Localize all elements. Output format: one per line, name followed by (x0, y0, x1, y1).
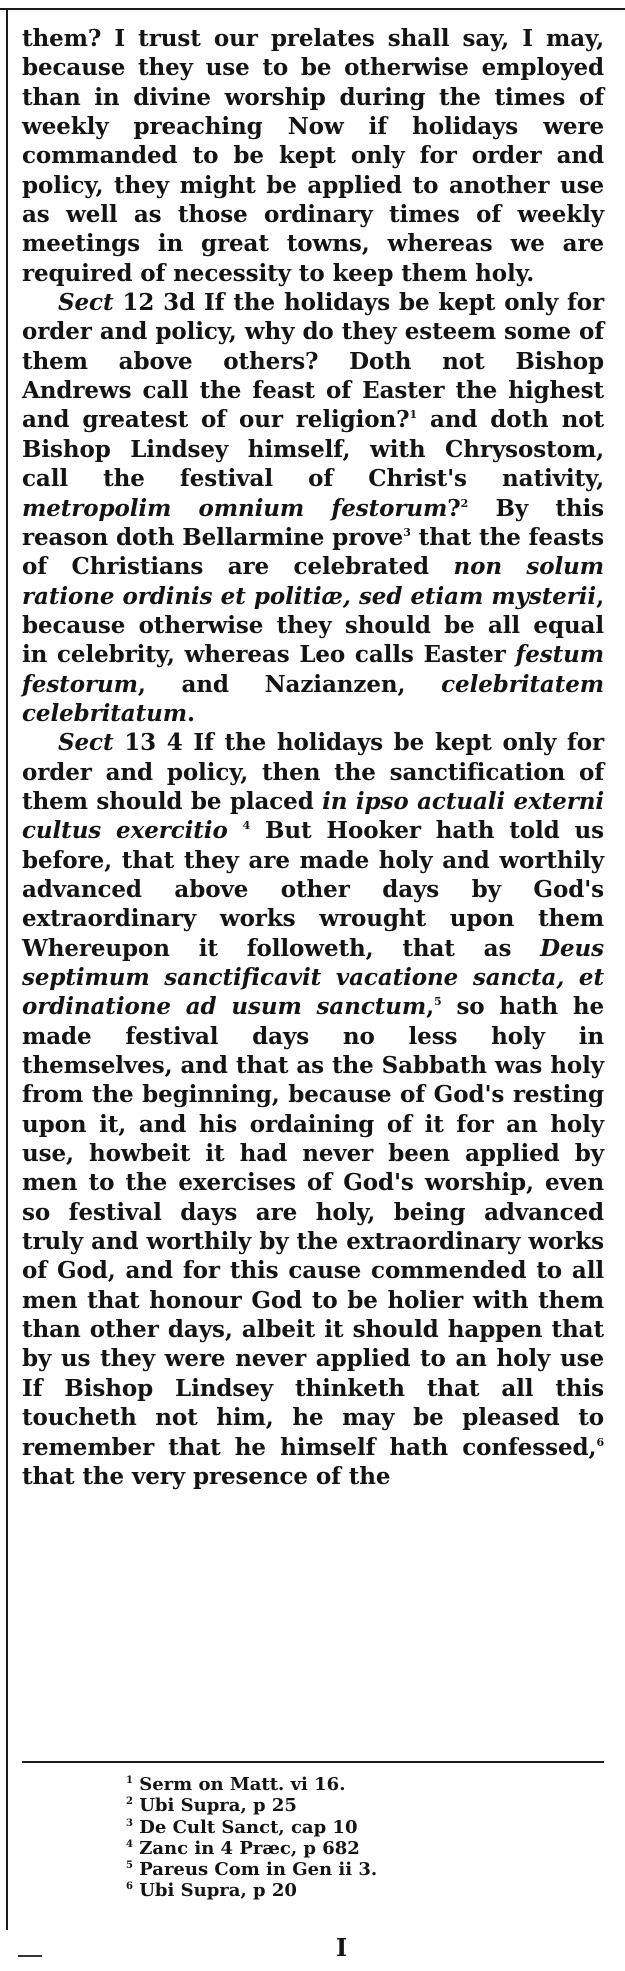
footnotes (126, 1774, 377, 1902)
footnote-number: 1 (126, 1775, 133, 1786)
paragraph (22, 288, 604, 728)
footnote-number: 2 (126, 1796, 133, 1808)
latin-phrase: celebritatem celebritatum (22, 670, 604, 727)
text-run: ? (447, 494, 461, 522)
footnote-item (126, 1880, 377, 1901)
footnote-item (126, 1817, 377, 1838)
text-run: , because otherwise they should be all equal in celebrity, whereas Leo calls Easter (22, 582, 604, 669)
latin-phrase: metropolim omnium festorum (22, 494, 448, 522)
left-margin-rule (6, 8, 8, 1930)
footnote-ref: 1 (409, 408, 418, 422)
footnote-item (126, 1859, 377, 1880)
footnote-item (126, 1838, 377, 1859)
footnote-ref: 5 (434, 995, 442, 1009)
bottom-rule-fragment (18, 1955, 42, 1957)
text-run: , and Nazianzen, (137, 670, 442, 698)
text-run: that the very presence of the (22, 1462, 391, 1490)
text-run: 12 3d If the holidays be kept only for order and policy, why do they esteem some of them above others? Doth not Bishop Andrews call the feast of Easter the highest and greatest of our religion? (22, 289, 604, 434)
text-run: that the feasts of Christians are celebrated (22, 523, 604, 581)
footnote-text: Ubi Supra, p 25 (132, 1795, 297, 1817)
body-text (22, 24, 604, 1491)
text-run: , (426, 993, 435, 1021)
text-run (228, 817, 243, 844)
paragraph (22, 24, 604, 288)
text-run: 13 4 If the holidays be kept only for order and policy, then the sanctification of them should be placed (22, 729, 604, 815)
footnote-number: 4 (126, 1838, 133, 1850)
latin-phrase: festum festorum (22, 641, 604, 698)
footnote-item (126, 1795, 377, 1816)
footnote-text: Zanc in 4 Præc, p 682 (132, 1837, 360, 1859)
text-run: so hath he made festival days no less holy in themselves, and that as the Sabbath was holy from the beginning, because of God's resting upon it, and his ordaining of it for an holy use, howbeit it had never been applied by men to the exercises of God's worship, even so festival days are holy, being advanced truly and worthily by the extraordinary works of God, and for this cause commended to all men that honour God to be holier with them than other days, albeit it should happen that by us they were never applied to an holy use If Bishop Lindsey thinketh that all this toucheth not him, he may be pleased to remember that he himself hath confessed, (22, 993, 604, 1461)
latin-phrase: non solum ratione ordinis et politiæ, sed etiam mysterii (22, 553, 604, 610)
top-rule (0, 8, 625, 10)
footnote-ref: 4 (242, 819, 251, 833)
footnote-text: Ubi Supra, p 20 (132, 1880, 297, 1902)
footnote-number: 6 (126, 1881, 133, 1893)
latin-phrase: in ipso actuali externi cultus exercitio (22, 787, 605, 845)
text-run: them? I trust our prelates shall say, I may, because they use to be otherwise employed than in divine worship during the times of weekly preaching Now if holidays were commanded to be kept only for order and policy, they might be applied to another use as well as those ordinary times of weekly meetings in great towns, whereas we are required of necessity to keep them holy. (22, 25, 604, 287)
footnote-item (126, 1774, 377, 1795)
paragraph (22, 728, 604, 1491)
text-run: But Hooker hath told us before, that they are made holy and worthily advanced above other days by God's extraordinary works wrought upon them Whereupon it followeth, that as (22, 817, 604, 962)
footnote-ref: 6 (596, 1435, 604, 1449)
footnote-number: 5 (126, 1860, 133, 1872)
footnote-ref: 3 (403, 525, 411, 539)
footnote-text: Pareus Com in Gen ii 3. (132, 1859, 378, 1881)
section-label: Sect (58, 289, 114, 317)
footnote-text: Serm on Matt. vi 16. (132, 1774, 346, 1795)
text-run: and doth not Bishop Lindsey himself, with Chrysostom, call the festival of Christ's nativity, (22, 406, 604, 493)
footnote-number: 3 (126, 1817, 133, 1829)
text-run: By this reason doth Bellarmine prove (22, 494, 604, 551)
signature-mark: I (336, 1933, 348, 1962)
section-label: Sect (58, 729, 114, 757)
footnote-text: De Cult Sanct, cap 10 (132, 1816, 358, 1838)
text-run: . (186, 699, 195, 727)
footnote-rule (22, 1761, 604, 1763)
latin-phrase: Deus septimum sanctificavit vacatione sancta, et ordinatione ad usum sanctum (22, 934, 604, 1021)
footnote-ref: 2 (460, 496, 469, 510)
